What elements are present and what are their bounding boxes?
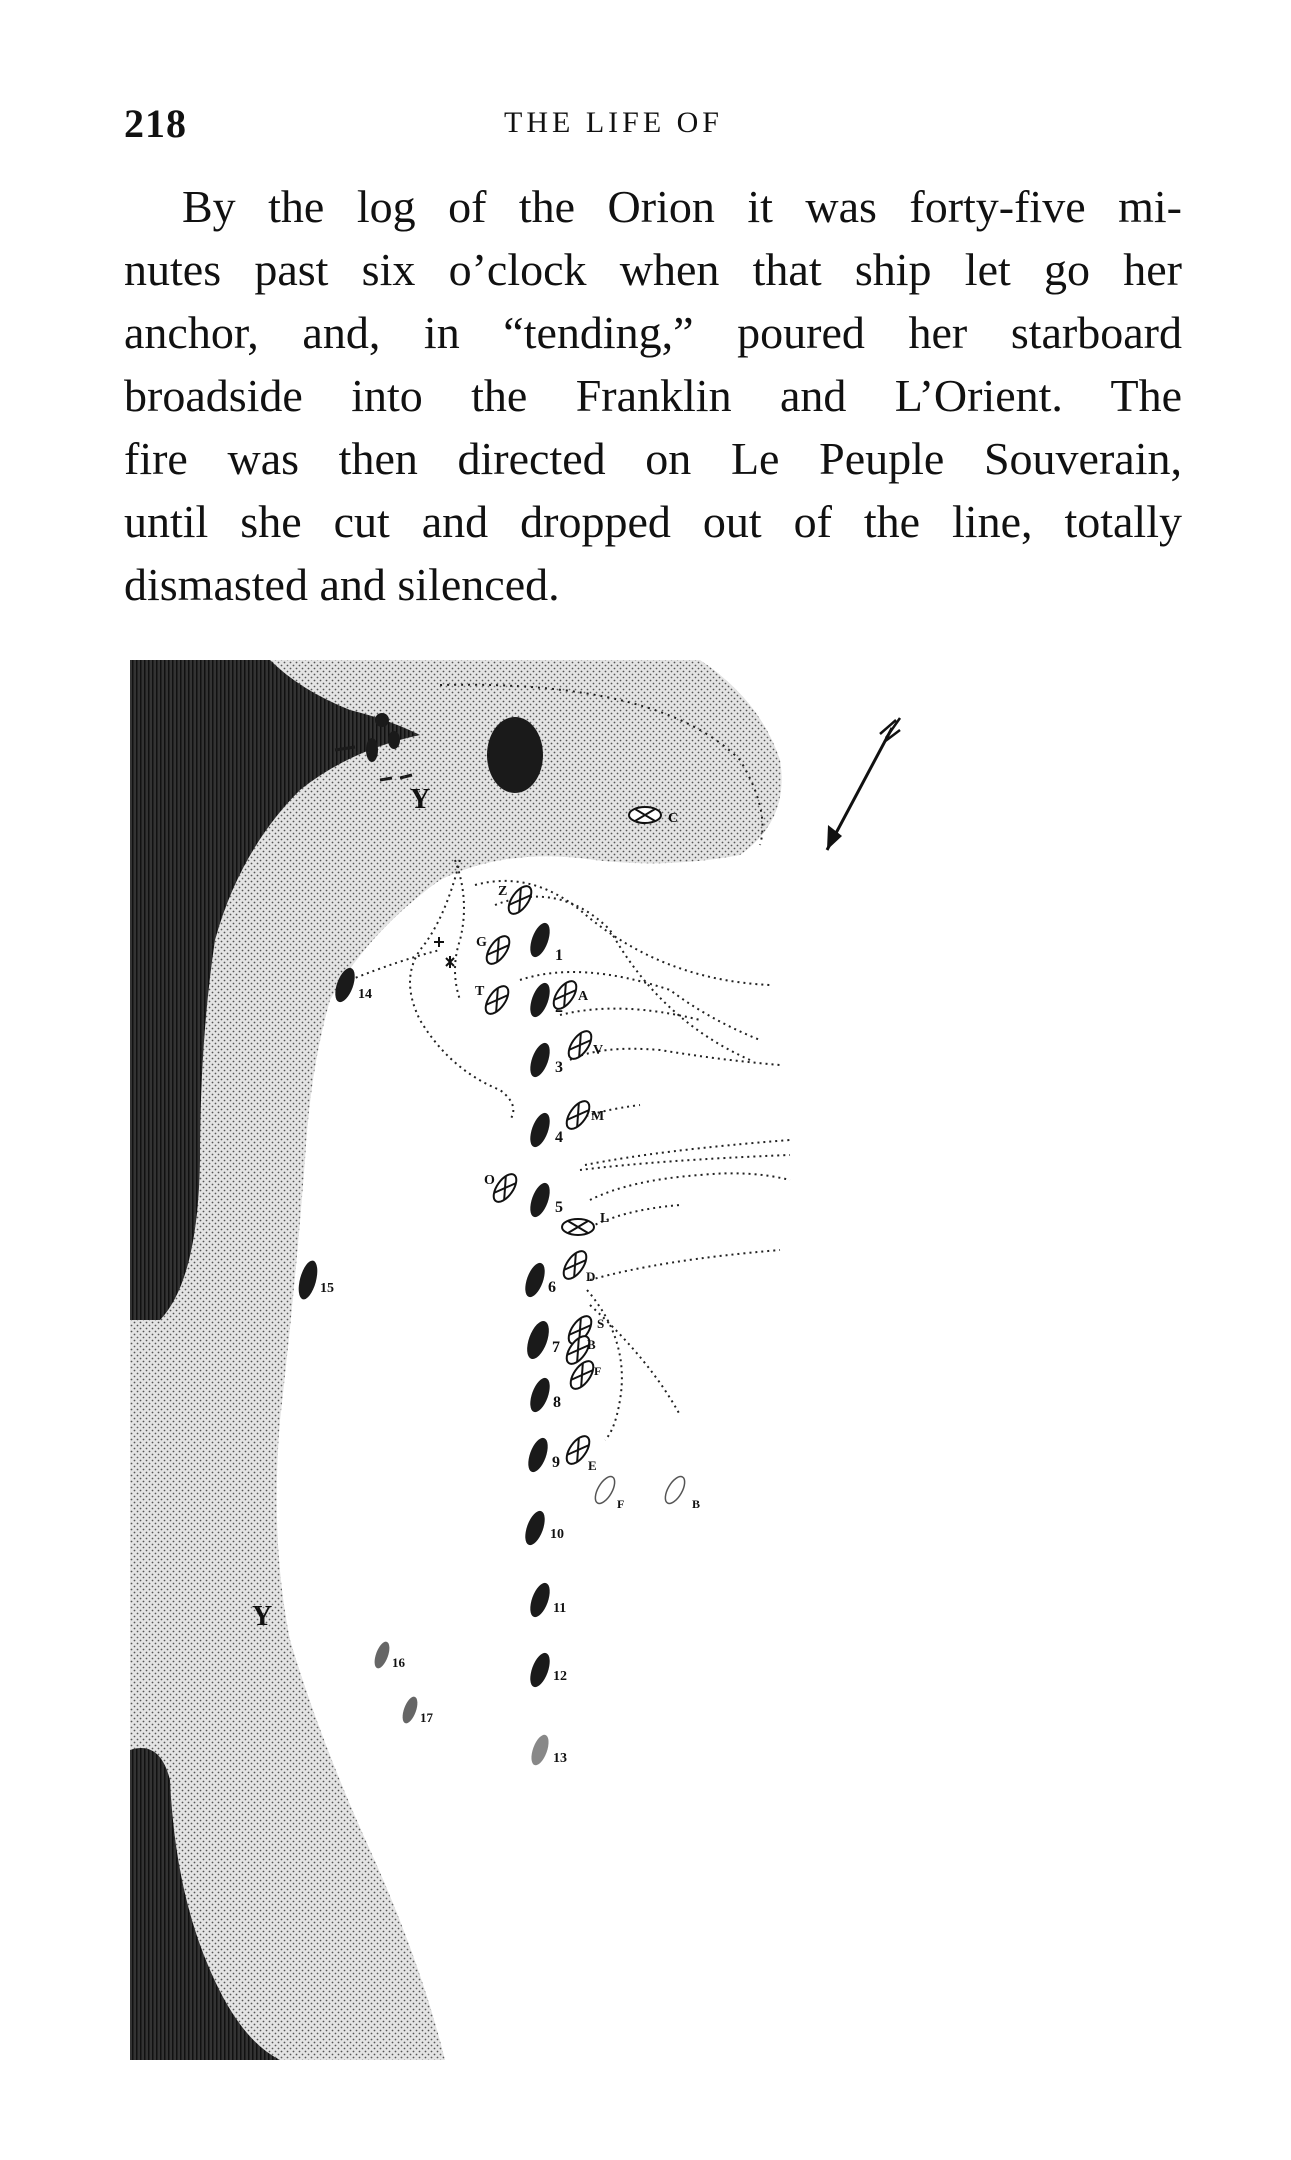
- french-ship-label: 3: [555, 1059, 563, 1076]
- british-ship-label: O: [484, 1173, 495, 1188]
- outlying-ship-label: 15: [320, 1281, 334, 1296]
- british-ships: [475, 807, 678, 1473]
- compass-arrow: [827, 718, 900, 850]
- land-label: Y: [410, 784, 431, 815]
- rock: [375, 713, 389, 727]
- british-ship: [562, 1097, 593, 1132]
- french-ship-label: 5: [555, 1199, 563, 1216]
- british-ship-label: E: [588, 1458, 597, 1473]
- french-ship: [526, 1650, 553, 1689]
- anchor-mark: [434, 937, 444, 947]
- paragraph-line: anchor, and, in “tending,” poured her starboard: [124, 307, 1182, 358]
- french-ship: [526, 1180, 553, 1219]
- british-ship: [549, 977, 580, 1012]
- battle-map-svg: [100, 640, 1180, 2080]
- french-ship: [526, 1375, 553, 1414]
- french-line: [521, 920, 567, 1767]
- french-ship: [526, 920, 553, 959]
- british-ship-label: B: [587, 1337, 596, 1352]
- ship-tracks: [340, 860, 790, 1440]
- outside-ship-label: F: [617, 1497, 625, 1511]
- british-ship-label: G: [476, 935, 487, 950]
- paragraph-line: broadside into the Franklin and L’Orient. The: [124, 370, 1182, 421]
- rock: [366, 738, 378, 762]
- french-ship-label: 7: [552, 1339, 560, 1356]
- french-ship: [523, 1318, 554, 1362]
- french-ship-label: 12: [553, 1669, 567, 1684]
- page-number: 218: [124, 101, 187, 146]
- french-ship: [524, 1435, 551, 1474]
- french-ship: [400, 1695, 421, 1725]
- british-ship-label: T: [475, 984, 485, 999]
- paragraph-line: nutes past six o’clock when that ship let go her: [124, 244, 1182, 295]
- french-ship: [295, 1259, 321, 1302]
- running-head: [124, 100, 1182, 150]
- british-ship-label: A: [578, 989, 589, 1004]
- anchor-mark: [446, 956, 454, 968]
- french-ship-label: 9: [552, 1454, 560, 1471]
- french-ship-label: 8: [553, 1394, 561, 1411]
- british-ship-label: Z: [498, 884, 508, 899]
- battle-map: [100, 640, 1180, 2080]
- british-ship-label: D: [586, 1269, 596, 1284]
- french-ship: [528, 1733, 552, 1768]
- french-ship: [521, 1260, 548, 1299]
- british-ship-label: S: [597, 1316, 605, 1331]
- outlying-ship-label: 16: [392, 1655, 405, 1670]
- british-ship-label: V: [593, 1043, 604, 1058]
- british-ship-label: L: [600, 1211, 610, 1226]
- british-ship-label: M: [591, 1109, 605, 1124]
- british-ship: [504, 882, 535, 917]
- outlying-ships: [295, 965, 433, 1725]
- body-paragraph: [124, 175, 1182, 616]
- running-title: THE LIFE OF: [504, 106, 723, 139]
- british-ship: [661, 1474, 688, 1507]
- french-ship-label: 4: [555, 1129, 563, 1146]
- french-ship-label: 1: [555, 947, 563, 964]
- french-ship: [526, 1110, 553, 1149]
- french-ship-label: 6: [548, 1279, 556, 1296]
- paragraph-line: By the log of the Orion it was forty-five mi-: [182, 181, 1182, 232]
- french-ship: [372, 1640, 393, 1670]
- british-ship: [481, 982, 512, 1017]
- land-label: Y: [252, 1601, 273, 1632]
- paragraph-line: dismasted and silenced.: [124, 559, 560, 610]
- paragraph-line: until she cut and dropped out of the line, totally: [124, 496, 1182, 547]
- outlying-ship-label: 17: [420, 1710, 433, 1725]
- british-ship: [564, 1027, 595, 1062]
- british-ship-label: C: [668, 811, 679, 826]
- british-ship-label: F: [594, 1364, 602, 1378]
- outlying-ship-label: 14: [358, 987, 372, 1002]
- outside-ship-label: B: [692, 1497, 701, 1511]
- french-ship-label: 13: [553, 1751, 567, 1766]
- french-ship-label: 11: [553, 1601, 567, 1616]
- french-ship: [526, 1580, 553, 1619]
- french-ship-label: 10: [550, 1527, 564, 1542]
- french-ship: [521, 1508, 548, 1547]
- british-ship: [629, 807, 661, 823]
- british-ship: [591, 1474, 618, 1507]
- french-ship: [526, 1040, 553, 1079]
- rock: [388, 731, 400, 749]
- british-ship: [482, 932, 513, 967]
- british-ship: [562, 1219, 594, 1235]
- french-ship: [526, 980, 553, 1019]
- island: [487, 717, 543, 793]
- paragraph-line: fire was then directed on Le Peuple Souverain,: [124, 433, 1182, 484]
- outside-ships: [591, 1474, 700, 1511]
